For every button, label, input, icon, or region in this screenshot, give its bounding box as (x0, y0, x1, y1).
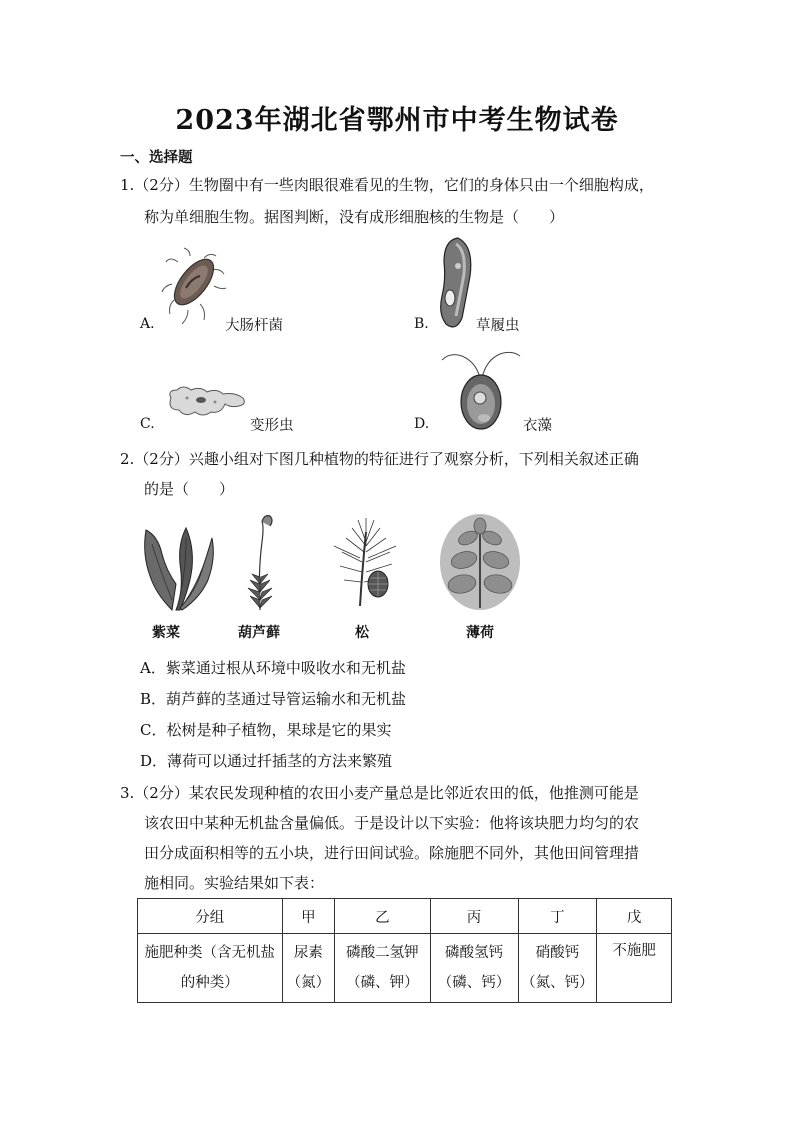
mint-icon (438, 512, 522, 612)
cell-line2: （氮） (286, 975, 331, 991)
cell-line1: 磷酸氢钙 (445, 945, 504, 961)
plant-label-mint: 薄荷 (466, 625, 494, 641)
bacterium-icon (160, 248, 230, 326)
table-header-cell: 乙 (335, 899, 430, 934)
q3-stem-line1: 3.（2分）某农民发现种植的农田小麦产量总是比邻近农田的低，他推测可能是 (120, 784, 639, 802)
plant-label-moss: 葫芦藓 (238, 625, 280, 641)
q2-stem-line1: 2.（2分）兴趣小组对下图几种植物的特征进行了观察分析，下列相关叙述正确 (120, 450, 639, 468)
cell-line2: （磷、钾） (346, 975, 419, 991)
chlamydomonas-icon (440, 342, 522, 432)
cell-line1: 磷酸二氢钾 (346, 945, 419, 961)
q1-option-a-letter: A. (140, 316, 155, 332)
table-cell (282, 934, 335, 1003)
table-header-cell: 分组 (138, 899, 283, 934)
cell-line2: （氮、钙） (521, 975, 594, 991)
table-header-cell: 戊 (597, 899, 672, 934)
table-cell (335, 934, 430, 1003)
q3-stem-line2: 该农田中某种无机盐含量偏低。于是设计以下实验：他将该块肥力均匀的农 (144, 814, 640, 832)
q2-stem-line2: 的是（ ） (144, 480, 235, 498)
q1-option-c-letter: C. (140, 416, 155, 432)
laver-icon (136, 524, 216, 612)
plant-label-laver: 紫菜 (152, 625, 180, 641)
table-cell (518, 934, 597, 1003)
cell-line1: 硝酸钙 (535, 945, 580, 961)
cell-line1: 不施肥 (612, 943, 656, 959)
q2-option-c: C．松树是种子植物，果球是它的果实 (140, 721, 392, 739)
cell-line2: （磷、钙） (437, 975, 511, 991)
table-row-label (138, 934, 283, 1003)
table-header-cell: 甲 (282, 899, 335, 934)
row-label-line1: 施肥种类（含无机盐 (144, 945, 275, 961)
q1-option-c-name: 变形虫 (250, 418, 294, 434)
table-cell (430, 934, 518, 1003)
table-cell (597, 934, 672, 1003)
moss-icon (242, 512, 282, 612)
q1-stem-line2: 称为单细胞生物。据图判断，没有成形细胞核的生物是（ ） (144, 208, 565, 226)
q1-option-d-letter: D. (414, 416, 430, 432)
plant-label-pine: 松 (355, 625, 369, 641)
q2-option-b: B．葫芦藓的茎通过导管运输水和无机盐 (140, 690, 407, 708)
pine-icon (330, 512, 404, 608)
table-row (138, 934, 672, 1003)
exam-title: 2023年湖北省鄂州市中考生物试卷 (175, 105, 619, 136)
q2-option-a: A．紫菜通过根从环境中吸收水和无机盐 (140, 659, 406, 677)
table-header-cell: 丁 (518, 899, 597, 934)
q3-stem-line4: 施相同。实验结果如下表： (144, 874, 325, 892)
amoeba-icon (165, 384, 247, 420)
q1-option-d-name: 衣藻 (523, 418, 552, 434)
q1-option-b-name: 草履虫 (476, 318, 520, 334)
cell-line1: 尿素 (293, 945, 323, 961)
table-header-cell: 丙 (430, 899, 518, 934)
q1-option-a-name: 大肠杆菌 (225, 318, 283, 334)
q1-stem-line1: 1.（2分）生物圈中有一些肉眼很难看见的生物，它们的身体只由一个细胞构成， (120, 176, 654, 194)
q1-option-b-letter: B. (414, 316, 429, 332)
results-table (137, 898, 672, 1003)
q3-stem-line3: 田分成面积相等的五小块，进行田间试验。除施肥不同外，其他田间管理措 (144, 844, 640, 862)
table-header-row (138, 899, 672, 934)
row-label-line2: 的种类） (180, 975, 239, 991)
q2-option-d: D．薄荷可以通过扦插茎的方法来繁殖 (140, 752, 393, 770)
section-title: 一、选择题 (120, 150, 193, 166)
paramecium-icon (436, 236, 476, 332)
